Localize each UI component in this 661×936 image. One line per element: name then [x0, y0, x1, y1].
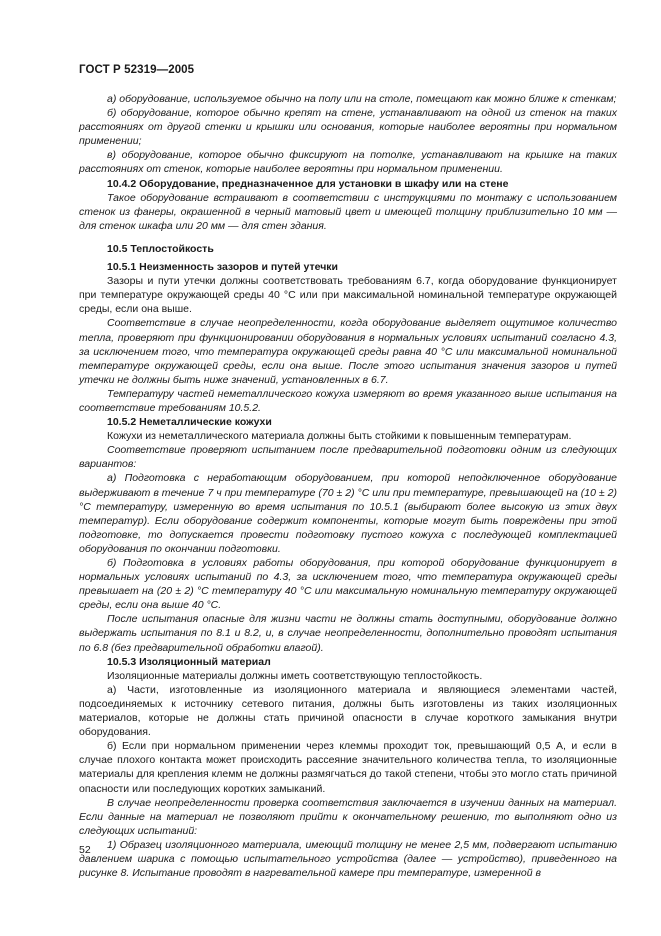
body-paragraph: Соответствие в случае неопределенности, когда оборудование выделяет ощутимое количество тепла, проверяют при функционировании оборудования в нормальных условиях испытаний согласно 4.3, за исключением того, что температура окружающей среды равна 40 °С или максимальной номинальной температуре окружающей среды, если она выше. После этого испытания значения зазоров и путей утечки не должны быть ниже значений, установленных в 6.7.: [79, 317, 617, 386]
section-heading: 10.5.3 Изоляционный материал: [107, 655, 271, 668]
body-paragraph: Изоляционные материалы должны иметь соответствующую теплостойкость.: [107, 669, 483, 682]
body-paragraph: В случае неопределенности проверка соответствия заключается в изучении данных на материал. Если данные на материал не позволяют прийти к окончательному решению, то выполняют одно из следующих испытаний:: [79, 796, 617, 837]
document-header: ГОСТ Р 52319—2005: [79, 64, 195, 76]
body-paragraph: б) оборудование, которое обычно крепят на стене, устанавливают на одной из стенок на таких расстояниях от другой стенки и крышки или основания, которые наиболее вероятны при нормальном применении;: [79, 107, 617, 148]
body-paragraph: Соответствие проверяют испытанием после предварительной подготовки одним из следующих вариантов:: [79, 444, 617, 471]
body-paragraph: а) Части, изготовленные из изоляционного материала и являющиеся элементами частей, подсоединяемых к источнику сетевого питания, должны быть изготовлены из таких изоляционных материалов, которые не должны стать причиной опасности в случае короткого замыкания внутри оборудования.: [79, 683, 617, 739]
section-heading: 10.4.2 Оборудование, предназначенное для установки в шкафу или на стене: [107, 177, 509, 190]
body-paragraph: Температуру частей неметаллического кожуха измеряют во время указанного выше испытания на соответствие требованиям 10.5.2.: [79, 387, 617, 414]
body-paragraph: Такое оборудование встраивают в соответствии с инструкциями по монтажу с использованием стенок из фанеры, окрашенной в черный матовый цвет и имеющей толщину приблизительно 10 мм — для стенок шкафа или 20 мм — для стен здания.: [79, 191, 617, 232]
body-paragraph: После испытания опасные для жизни части не должны стать доступными, оборудование должно выдержать испытания по 8.1 и 8.2, и, в случае неопределенности, дополнительно проводят испытания по 6.8 (без предварительной обработки влагой).: [79, 613, 617, 654]
section-heading: 10.5 Теплостойкость: [107, 242, 214, 255]
body-paragraph: б) Если при нормальном применении через клеммы проходит ток, превышающий 0,5 А, и если в случае плохого контакта может происходить рассеяние значительного количества тепла, то изоляционные материалы для крепления клемм не должны размягчаться до такой степени, чтобы это могло стать причиной опасности или последующих коротких замыканий.: [79, 740, 617, 795]
page-number: 52: [79, 844, 91, 856]
section-heading: 10.5.2 Неметаллические кожухи: [107, 416, 272, 429]
body-paragraph: в) оборудование, которое обычно фиксируют на потолке, устанавливают на крышке на таких расстояниях от стенок, которые наиболее вероятны при нормальном применении.: [79, 149, 617, 176]
body-paragraph: Кожухи из неметаллического материала должны быть стойкими к повышенным температурам.: [107, 430, 572, 443]
body-paragraph: 1) Образец изоляционного материала, имеющий толщину не менее 2,5 мм, подвергают испытанию давлением шарика с помощью испытательного устройства (далее — устройство), приведенного на рисунке 8. Испытание проводят в нагревательной камере при температуре, измеренной в: [79, 838, 617, 880]
document-body: [79, 92, 617, 880]
body-paragraph: Зазоры и пути утечки должны соответствовать требованиям 6.7, когда оборудование функционирует при температуре окружающей среды 40 °С или при максимальной номинальной температуре окружающей среды, если она выше.: [79, 275, 617, 316]
section-heading: 10.5.1 Неизменность зазоров и путей утечки: [107, 261, 339, 274]
body-paragraph: а) Подготовка с неработающим оборудованием, при которой неподключенное оборудование выдерживают в течение 7 ч при температуре (70 ± 2) °С или при температуре, превышающей на (10 ± 2) °С температуру, измеренную во время испытания по 10.5.1 (выбирают более высокую из этих двух температур). Если оборудование содержит компоненты, которые могут быть повреждены при этой подготовке, то допускается провести подготовку пустого кожуха с последующей комплектацией оборудования по окончании подготовки.: [79, 472, 617, 555]
body-paragraph: а) оборудование, используемое обычно на полу или на столе, помещают как можно ближе к стенкам;: [107, 93, 617, 105]
body-paragraph: б) Подготовка в условиях работы оборудования, при которой оборудование функционирует в нормальных условиях испытаний по 4.3, за исключением того, что температура окружающей среды превышает на (20 ± 2) °С температуру 40 °С или максимальную номинальную температуру окружающей среды, если она выше 40 °С.: [79, 557, 617, 612]
